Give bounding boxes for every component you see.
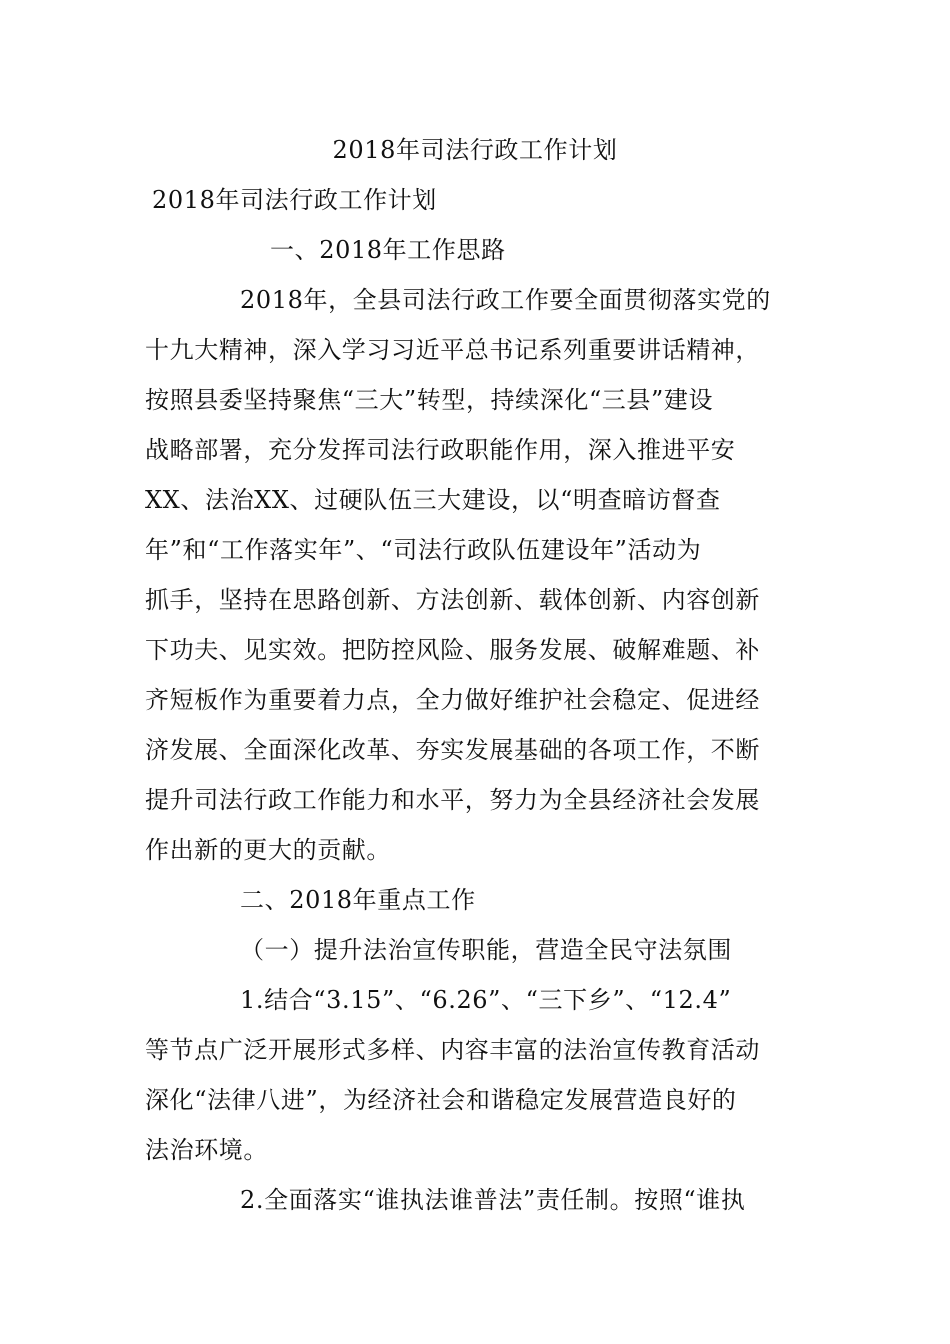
paragraph-1-line-12: 作出新的更大的贡献。: [145, 836, 391, 864]
item-2-line-1: 2.全面落实“谁执法谁普法”责任制。按照“谁执: [240, 1186, 746, 1214]
paragraph-1-line-11: 提升司法行政工作能力和水平，努力为全县经济社会发展: [145, 786, 760, 814]
paragraph-1-line-10: 济发展、全面深化改革、夯实发展基础的各项工作，不断: [145, 736, 760, 764]
document-subtitle: 2018年司法行政工作计划: [152, 186, 437, 214]
paragraph-1-line-3: 按照县委坚持聚焦“三大”转型，持续深化“三县”建设: [145, 386, 714, 414]
paragraph-1-line-9: 齐短板作为重要着力点，全力做好维护社会稳定、促进经: [145, 686, 760, 714]
paragraph-1-line-6: 年”和“工作落实年”、“司法行政队伍建设年”活动为: [145, 536, 702, 564]
section-1-heading: 一、2018年工作思路: [270, 236, 506, 264]
paragraph-1-line-8: 下功夫、见实效。把防控风险、服务发展、破解难题、补: [145, 636, 760, 664]
section-2-heading: 二、2018年重点工作: [240, 886, 476, 914]
paragraph-1-line-4: 战略部署，充分发挥司法行政职能作用，深入推进平安: [145, 436, 736, 464]
paragraph-1-line-2: 十九大精神，深入学习习近平总书记系列重要讲话精神，: [145, 336, 760, 364]
item-1-line-3: 深化“法律八进”，为经济社会和谐稳定发展营造良好的: [145, 1086, 737, 1114]
subsection-1-heading: （一）提升法治宣传职能，营造全民守法氛围: [240, 936, 732, 964]
item-1-line-2: 等节点广泛开展形式多样、内容丰富的法治宣传教育活动: [145, 1036, 760, 1064]
document-title: 2018年司法行政工作计划: [332, 136, 618, 164]
item-1-line-1: 1.结合“3.15”、“6.26”、“三下乡”、“12.4”: [240, 986, 732, 1014]
paragraph-1-line-1: 2018年，全县司法行政工作要全面贯彻落实党的: [240, 286, 771, 314]
item-1-line-4: 法治环境。: [145, 1136, 268, 1164]
paragraph-1-line-5: XX、法治XX、过硬队伍三大建设，以“明查暗访督查: [145, 486, 721, 514]
paragraph-1-line-7: 抓手，坚持在思路创新、方法创新、载体创新、内容创新: [145, 586, 760, 614]
